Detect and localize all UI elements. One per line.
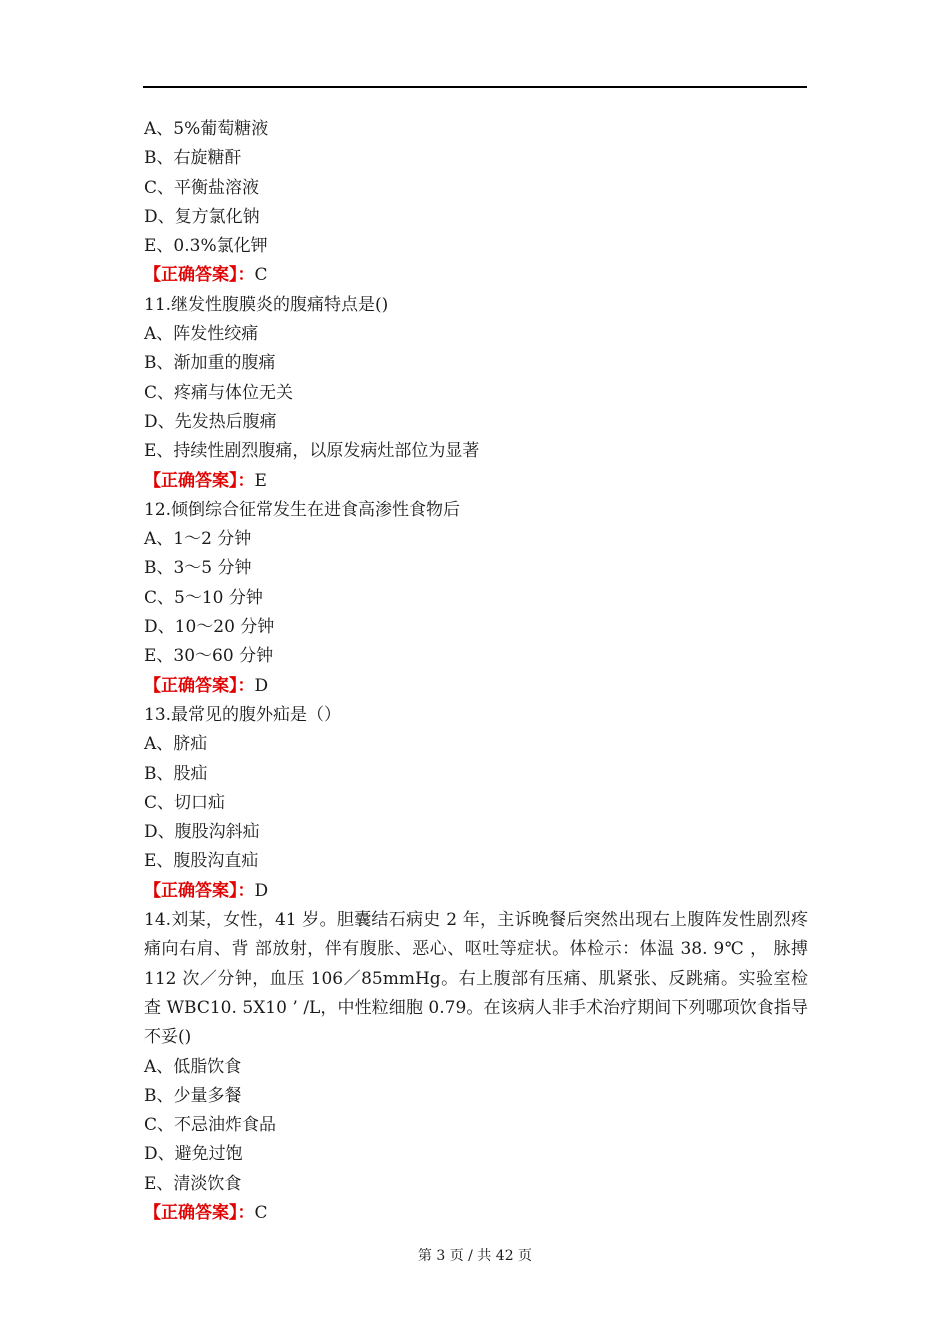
answer-value: C	[254, 265, 268, 286]
answer-label: 【正确答案】：	[144, 1202, 255, 1223]
option-c: C、疼痛与体位无关	[144, 382, 294, 403]
answer-value: C	[254, 1202, 268, 1223]
question-12	[144, 496, 808, 701]
option-d: D、复方氯化钠	[144, 206, 260, 227]
option-b: B、股疝	[144, 763, 208, 784]
option-b: B、右旋糖酐	[144, 148, 242, 169]
option-c: C、5～10 分钟	[144, 587, 263, 608]
question-stem: 13.最常见的腹外疝是（）	[144, 704, 342, 725]
question-stem: 14.刘某，女性，41 岁。胆囊结石病史 2 年，主诉晚餐后突然出现右上腹阵发性剧烈疼痛向右肩、背 部放射，伴有腹胀、恶心、呕吐等症状。体检示：体温 38. 9℃ ， 脉搏 112 次／分钟，血压 106／85mmHg。右上腹部有压痛、肌紧张、反跳痛。实验室检查 WBC10. 5X10 ’ /L，中性粒细胞 0.79。在该病人非手术治疗期间下列哪项饮食指导不妥()	[144, 910, 808, 1048]
option-e: E、0.3%氯化钾	[144, 236, 268, 257]
option-b: B、少量多餐	[144, 1085, 242, 1106]
option-a: A、脐疝	[144, 734, 208, 755]
answer-line	[144, 467, 808, 496]
page-content	[144, 115, 808, 1228]
option-a: A、阵发性绞痛	[144, 324, 259, 345]
page-footer: 第 3 页 / 共 42 页	[417, 1248, 533, 1264]
option-b: B、3～5 分钟	[144, 558, 252, 579]
answer-label: 【正确答案】：	[144, 675, 255, 696]
answer-label: 【正确答案】：	[144, 880, 255, 901]
answer-line	[144, 1199, 808, 1228]
option-e: E、持续性剧烈腹痛，以原发病灶部位为显著	[144, 441, 480, 462]
answer-value: D	[254, 880, 269, 901]
option-a: A、1～2 分钟	[144, 529, 252, 550]
option-a: A、5%葡萄糖液	[144, 119, 269, 139]
option-d: D、避免过饱	[144, 1144, 243, 1165]
answer-value: E	[254, 470, 267, 491]
option-c: C、不忌油炸食品	[144, 1115, 277, 1136]
option-a: A、低脂饮食	[144, 1056, 242, 1077]
option-e: E、腹股沟直疝	[144, 851, 259, 872]
option-e: E、清淡饮食	[144, 1173, 242, 1194]
question-stem: 11.继发性腹膜炎的腹痛特点是()	[144, 294, 389, 315]
question-13	[144, 701, 808, 906]
option-d: D、先发热后腹痛	[144, 411, 277, 432]
answer-line	[144, 261, 808, 290]
question-14	[144, 906, 808, 1228]
question-10-tail	[144, 115, 808, 291]
header-rule	[143, 86, 807, 88]
answer-value: D	[254, 675, 269, 696]
question-11	[144, 291, 808, 496]
answer-label: 【正确答案】：	[144, 470, 255, 491]
answer-label: 【正确答案】：	[144, 265, 255, 286]
option-d: D、10～20 分钟	[144, 617, 275, 638]
option-c: C、切口疝	[144, 792, 226, 813]
option-d: D、腹股沟斜疝	[144, 822, 260, 843]
answer-line	[144, 672, 808, 701]
option-e: E、30～60 分钟	[144, 646, 274, 667]
option-b: B、渐加重的腹痛	[144, 353, 276, 374]
question-stem: 12.倾倒综合征常发生在进食高渗性食物后	[144, 499, 461, 520]
answer-line	[144, 877, 808, 906]
option-c: C、平衡盐溶液	[144, 177, 260, 198]
